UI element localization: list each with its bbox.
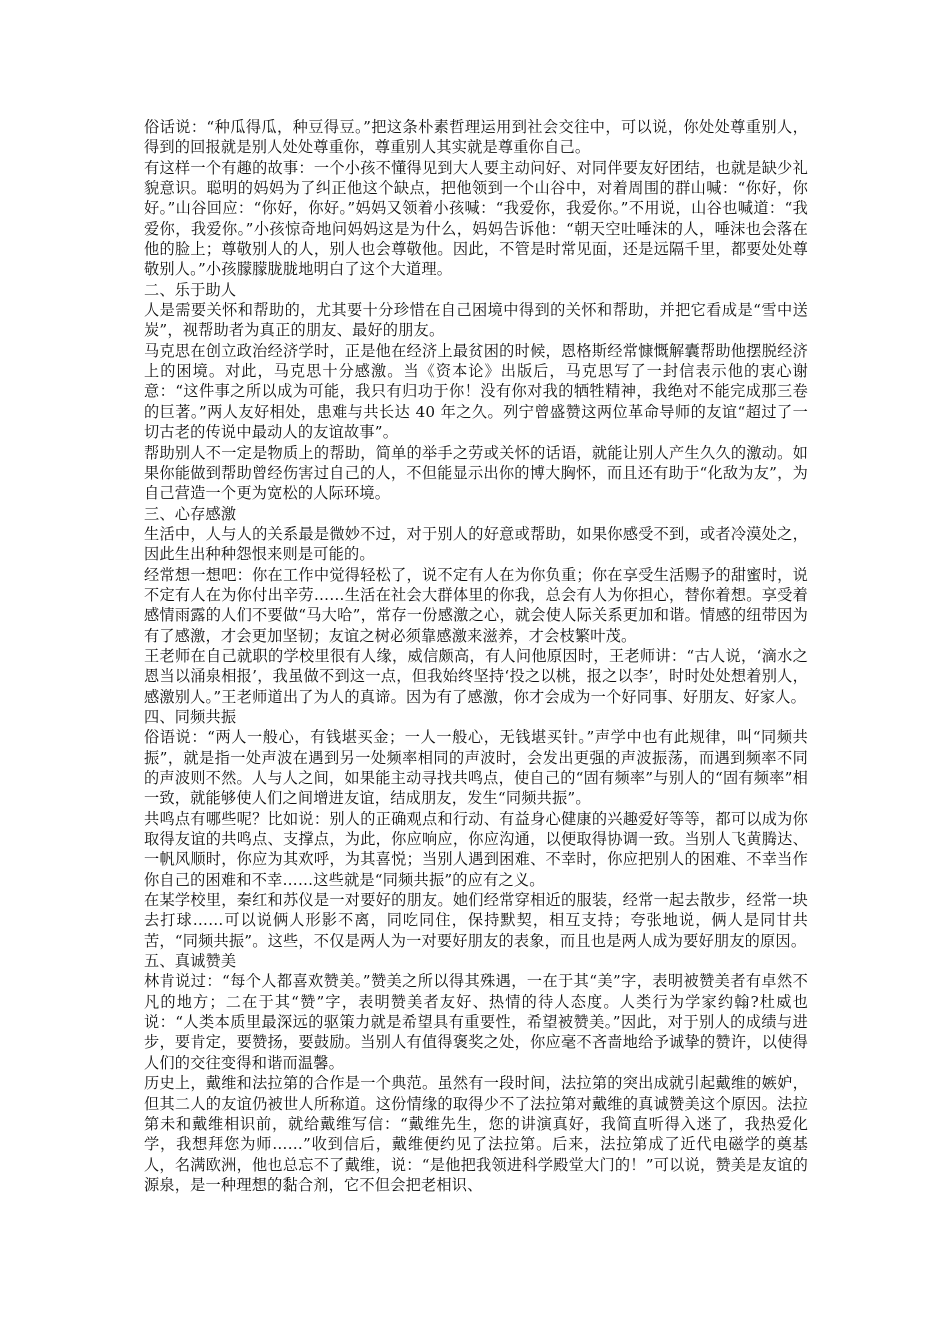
paragraph-need-for-care: 人是需要关怀和帮助的，尤其要十分珍惜在自己困境中得到的关怀和帮助，并把它看成是“雪中送炭”，视帮助者为真正的朋友、最好的朋友。 [144,301,808,340]
paragraph-reciprocal-respect: 俗话说：“种瓜得瓜，种豆得豆。”把这条朴素哲理运用到社会交往中，可以说，你处处尊重别人，得到的回报就是别人处处尊重你，尊重别人其实就是尊重你自己。 [144,118,808,157]
paragraph-non-material-help: 帮助别人不一定是物质上的帮助，简单的举手之劳或关怀的话语，就能让别人产生久久的激动。如果你能做到帮助曾经伤害过自己的人，不但能显示出你的博大胸怀，而且还有助于“化敌为友”，为自己营造一个更为宽松的人际环境。 [144,443,808,503]
paragraph-think-of-others: 经常想一想吧：你在工作中觉得轻松了，说不定有人在为你负重；你在享受生活赐予的甜蜜时，说不定有人在为你付出辛劳……生活在社会大群体里的你我，总会有人为你担心，替你着想。享受着感情雨露的人们不要做“马大哈”，常存一份感激之心，就会使人际关系更加和谐。情感的纽带因为有了感激，才会更加坚韧；友谊之树必须靠感激来滋养，才会枝繁叶茂。 [144,565,808,645]
paragraph-marx-engels-story: 马克思在创立政治经济学时，正是他在经济上最贫困的时候，恩格斯经常慷慨解囊帮助他摆脱经济上的困境。对此，马克思十分感激。当《资本论》出版后，马克思写了一封信表示他的衷心谢意：“这件事之所以成为可能，我只有归功于你！没有你对我的牺牲精神，我绝对不能完成那三卷的巨著。”两人友好相处，患难与共长达 40 年之久。列宁曾盛赞这两位革命导师的友谊“超过了一切古老的传说中最动人的友谊故事”。 [144,341,808,442]
paragraph-teacher-wang-story: 王老师在自己就职的学校里很有人缘，威信颇高，有人问他原因时，王老师讲：“古人说，‘滴水之恩当以涌泉相报’，我虽做不到这一点，但我始终坚持‘投之以桃，报之以李’，时时处处想着别人，感激别人。”王老师道出了为人的真谛。因为有了感激，你才会成为一个好同事、好朋友、好家人。 [144,646,808,706]
section-heading-helping-others: 二、乐于助人 [144,280,237,299]
paragraph-resonance-points: 共鸣点有哪些呢？比如说：别人的正确观点和行动、有益身心健康的兴趣爱好等等，都可以成为你取得友谊的共鸣点、支撑点，为此，你应响应，你应沟通，以便取得协调一致。当别人飞黄腾达、一帆风顺时，你应为其欢呼，为其喜悦；当别人遇到困难、不幸时，你应把别人的困难、不幸当作你自己的困难和不幸……这些就是“同频共振”的应有之义。 [144,809,808,889]
paragraph-valley-echo-story: 有这样一个有趣的故事：一个小孩不懂得见到大人要主动问好、对同伴要友好团结，也就是缺少礼貌意识。聪明的妈妈为了纠正他这个缺点，把他领到一个山谷中，对着周围的群山喊：“你好，你好。”山谷回应：“你好，你好。”妈妈又领着小孩喊：“我爱你，我爱你。”不用说，山谷也喊道：“我爱你，我爱你。”小孩惊奇地问妈妈这是为什么，妈妈告诉他：“朝天空吐唾沫的人，唾沫也会落在他的脸上；尊敬别人的人，别人也会尊敬他。因此，不管是时常见面，还是远隔千里，都要处处尊敬别人。”小孩朦朦胧胧地明白了这个大道理。 [144,158,808,279]
document-body [144,117,808,1195]
paragraph-same-frequency: 俗语说：“两人一般心，有钱堪买金；一人一般心，无钱堪买针。”声学中也有此规律，叫“同频共振”，就是指一处声波在遇到另一处频率相同的声波时，会发出更强的声波振荡，而遇到频率不同的声波则不然。人与人之间，如果能主动寻找共鸣点，使自己的“固有频率”与别人的“固有频率”相一致，就能够使人们之间增进友谊，结成朋友，发生“同频共振”。 [144,728,808,808]
paragraph-subtle-relations: 生活中，人与人的关系最是微妙不过，对于别人的好意或帮助，如果你感受不到，或者冷漠处之，因此生出种种怨恨来则是可能的。 [144,524,808,564]
paragraph-lincoln-praise: 林肯说过：“每个人都喜欢赞美。”赞美之所以得其殊遇，一在于其“美”字，表明被赞美者有卓然不凡的地方；二在于其“赞”字，表明赞美者友好、热情的待人态度。人类行为学家约翰?杜威也说：“人类本质里最深远的驱策力就是希望具有重要性，希望被赞美。”因此，对于别人的成绩与进步，要肯定，要赞扬，要鼓励。当别人有值得褒奖之处，你应毫不吝啬地给予诚挚的赞许，以使得人们的交往变得和谐而温馨。 [144,972,808,1072]
section-heading-resonance: 四、同频共振 [144,707,237,726]
paragraph-qinhong-suyi-story: 在某学校里，秦红和苏仪是一对要好的朋友。她们经常穿相近的服装，经常一起去散步，经常一块去打球……可以说俩人形影不离，同吃同住，保持默契，相互支持；夸张地说，俩人是同甘共苦，“同频共振”。这些，不仅是两人为一对要好朋友的表象，而且也是两人成为要好朋友的原因。 [144,891,808,950]
paragraph-davy-faraday-story: 历史上，戴维和法拉第的合作是一个典范。虽然有一段时间，法拉第的突出成就引起戴维的嫉妒，但其二人的友谊仍被世人所称道。这份情缘的取得少不了法拉第对戴维的真诚赞美这个原因。法拉第未和戴维相识前，就给戴维写信：“戴维先生，您的讲演真好，我简直听得入迷了，我热爱化学，我想拜您为师……”收到信后，戴维便约见了法拉第。后来，法拉第成了近代电磁学的奠基人，名满欧洲，他也总忘不了戴维，说：“是他把我领进科学殿堂大门的！”可以说，赞美是友谊的源泉，是一种理想的黏合剂，它不但会把老相识、 [144,1074,808,1194]
section-heading-gratitude: 三、心存感激 [144,504,237,523]
section-heading-sincere-praise: 五、真诚赞美 [144,952,237,971]
